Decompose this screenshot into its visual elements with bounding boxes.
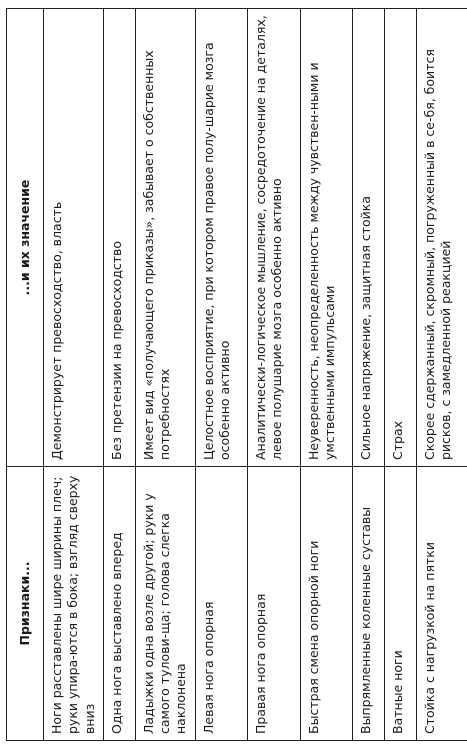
meaning-cell: Аналитически-логическое мышление, сосредоточение на деталях, левое полушарие мозга особенно активно <box>247 9 300 467</box>
table-row <box>135 9 195 741</box>
table-row <box>384 9 416 741</box>
table-row <box>300 9 352 741</box>
sign-cell: Ноги расставлены шире ширины плеч; руки упира-ются в бока; взгляд сверху вниз <box>44 467 104 741</box>
table-header-row <box>7 9 44 741</box>
table-row <box>195 9 247 741</box>
sign-cell: Левая нога опорная <box>195 467 247 741</box>
table-row <box>416 9 467 741</box>
sign-cell: Ладыжки одна возле другой; руки у самого тулови-ща; голова слегка наклонена <box>135 467 195 741</box>
signs-meaning-table <box>6 8 467 741</box>
sign-cell: Выпрямленные коленные суставы <box>352 467 384 741</box>
meaning-cell: Неуверенность, неопределенность между чувствен-ными и умственными импульсами <box>300 9 352 467</box>
meaning-cell: Целостное восприятие, при котором правое полу-шарие мозга особенно активно <box>195 9 247 467</box>
meaning-cell: Имеет вид «получающего приказы», забывает о собственных потребностях <box>135 9 195 467</box>
meaning-cell: Демонстрирует превосходство, власть <box>44 9 104 467</box>
sign-cell: Ватные ноги <box>384 467 416 741</box>
meaning-cell: Страх <box>384 9 416 467</box>
sign-cell: Стойка с нагрузкой на пятки <box>416 467 467 741</box>
meaning-cell: Без претензии на превосходство <box>103 9 135 467</box>
header-meaning: ...и их значение <box>7 9 44 467</box>
table-row <box>352 9 384 741</box>
table-row <box>247 9 300 741</box>
table-row <box>44 9 104 741</box>
table-row <box>103 9 135 741</box>
sign-cell: Быстрая смена опорной ноги <box>300 467 352 741</box>
header-signs: Признаки... <box>7 467 44 741</box>
sign-cell: Правая нога опорная <box>247 467 300 741</box>
sign-cell: Одна нога выставлено вперед <box>103 467 135 741</box>
meaning-cell: Сильное напряжение, защитная стойка <box>352 9 384 467</box>
meaning-cell: Скорее сдержанный, скромный, погруженный в се-бя, боится рисков, с замедленной реакцией <box>416 9 467 467</box>
